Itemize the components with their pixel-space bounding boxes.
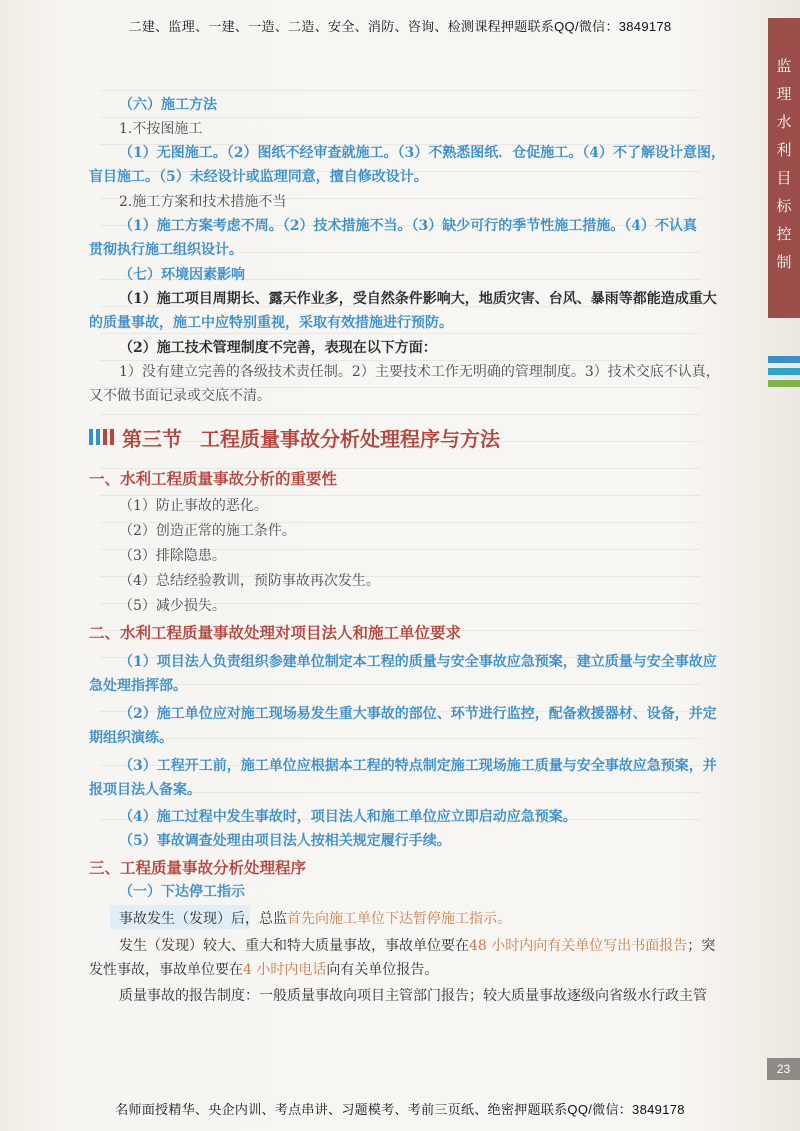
requirement-5: （5）事故调查处理由项目法人按相关规定履行手续。: [119, 833, 451, 849]
requirement-3-cont: 报项目法人备案。: [89, 782, 201, 798]
procedure-para-2-highlight: 48 小时内向有关单位写出书面报告: [469, 938, 688, 954]
requirement-3: （3）工程开工前，施工单位应根据本工程的特点制定施工现场施工质量与安全事故应急预案，并: [119, 758, 717, 774]
side-tab-char: 标: [776, 197, 792, 215]
procedure-para-2: [119, 935, 715, 955]
env-item-1-text: [119, 291, 717, 307]
procedure-para-3: [89, 959, 438, 979]
section-number: 第三节: [122, 426, 182, 451]
header-ad-text: 二建、监理、一建、一造、二造、安全、消防、咨询、检测课程押题联系QQ/微信：3849178: [128, 19, 672, 34]
procedure-para-2-part: 发生（发现）较大、重大和特大质量事故，事故单位要在: [119, 938, 469, 954]
side-tab-char: 控: [776, 225, 792, 243]
requirement-1-cont: 急处理指挥部。: [89, 678, 187, 694]
env-item-1: [119, 288, 717, 308]
method-item-2-text: （1）施工方案考虑不周。（2）技术措施不当。（3）缺少可行的季节性施工措施。（4）不认真: [119, 218, 697, 234]
heading-stop-work: （一）下达停工指示: [119, 884, 245, 900]
procedure-para-1-highlight: 首先向施工单位下达暂停施工指示。: [287, 911, 511, 927]
heading-procedure: 三、工程质量事故分析处理程序: [89, 859, 307, 877]
side-bar-green: [768, 380, 800, 387]
importance-item: （1）防止事故的恶化。: [119, 498, 268, 514]
requirement-2: （2）施工单位应对施工现场易发生重大事故的部位、环节进行监控，配备救援器材、设备，并定: [119, 706, 717, 722]
requirement-1: （1）项目法人负责组织参建单位制定本工程的质量与安全事故应急预案，建立质量与安全事故应: [119, 654, 717, 670]
importance-item: （4）总结经验教训，预防事故再次发生。: [119, 573, 380, 589]
env-item-2: （2）施工技术管理制度不完善，表现在以下方面：: [119, 340, 437, 356]
side-bar-blue: [768, 356, 800, 363]
method-item-2-text-cont: 贯彻执行施工组织设计。: [89, 242, 243, 258]
method-item-2: 2.施工方案和技术措施不当: [119, 194, 287, 210]
heading-construction-method: （六）施工方法: [119, 97, 217, 113]
side-tab-char: 利: [776, 141, 792, 159]
page-number: 23: [767, 1058, 800, 1080]
heading-requirements: 二、水利工程质量事故处理对项目法人和施工单位要求: [89, 624, 462, 642]
procedure-para-2-end: ；突: [687, 938, 716, 954]
procedure-para-4: 质量事故的报告制度：一般质量事故向项目主管部门报告；较大质量事故逐级向省级水行政主管: [119, 988, 707, 1004]
procedure-para-1-part: 事故发生（发现）后，总监: [119, 911, 287, 927]
env-item-2-detail: 1）没有建立完善的各级技术责任制。2）主要技术工作无明确的管理制度。3）技术交底不认真，: [119, 364, 720, 380]
chapter-side-tab: [768, 18, 800, 318]
procedure-para-3-end: 向有关单位报告。: [326, 962, 439, 978]
env-item-1-part: （1）施工项目周期长、露天作业多，受自然条件影响大，地质灾害、台风、暴雨等都能造成重大: [119, 291, 717, 307]
requirement-4: （4）施工过程中发生事故时，项目法人和施工单位应立即启动应急预案。: [119, 809, 577, 825]
procedure-para-3-part: 发性事故，事故单位要在: [89, 962, 243, 978]
method-item-1-text-cont: 盲目施工。（5）未经设计或监理同意，擅自修改设计。: [89, 169, 428, 185]
section-heading: [89, 424, 500, 450]
procedure-para-3-highlight: 4 小时内电话: [243, 962, 327, 978]
heading-importance: 一、水利工程质量事故分析的重要性: [89, 470, 338, 488]
section-bars-icon: [89, 429, 114, 445]
side-tab-char: 水: [776, 113, 792, 131]
side-tab-char: 监: [776, 57, 792, 75]
side-color-bars: [768, 356, 800, 392]
requirement-2-cont: 期组织演练。: [89, 730, 173, 746]
env-item-1-cont: 的质量事故，施工中应特别重视，采取有效措施进行预防。: [89, 315, 453, 331]
side-tab-char: 目: [776, 169, 792, 187]
side-tab-char: 理: [776, 85, 792, 103]
method-item-1: 1.不按图施工: [119, 121, 203, 137]
side-tab-char: 制: [776, 253, 792, 271]
heading-environment: （七）环境因素影响: [119, 267, 245, 283]
importance-item: （2）创造正常的施工条件。: [119, 523, 296, 539]
side-bar-cyan: [768, 368, 800, 375]
method-item-1-text: （1）无图施工。（2）图纸不经审查就施工。（3）不熟悉图纸．仓促施工。（4）不了解设计意图，: [119, 145, 725, 161]
footer-ad-text: 名师面授精华、央企内训、考点串讲、习题模考、考前三页纸、绝密押题联系QQ/微信：3849178: [115, 1102, 685, 1117]
importance-item: （5）减少损失。: [119, 598, 226, 614]
section-title: 工程质量事故分析处理程序与方法: [200, 426, 500, 451]
env-item-2-detail-cont: 又不做书面记录或交底不清。: [89, 388, 271, 404]
importance-item: （3）排除隐患。: [119, 548, 226, 564]
procedure-para-1: [119, 908, 511, 928]
